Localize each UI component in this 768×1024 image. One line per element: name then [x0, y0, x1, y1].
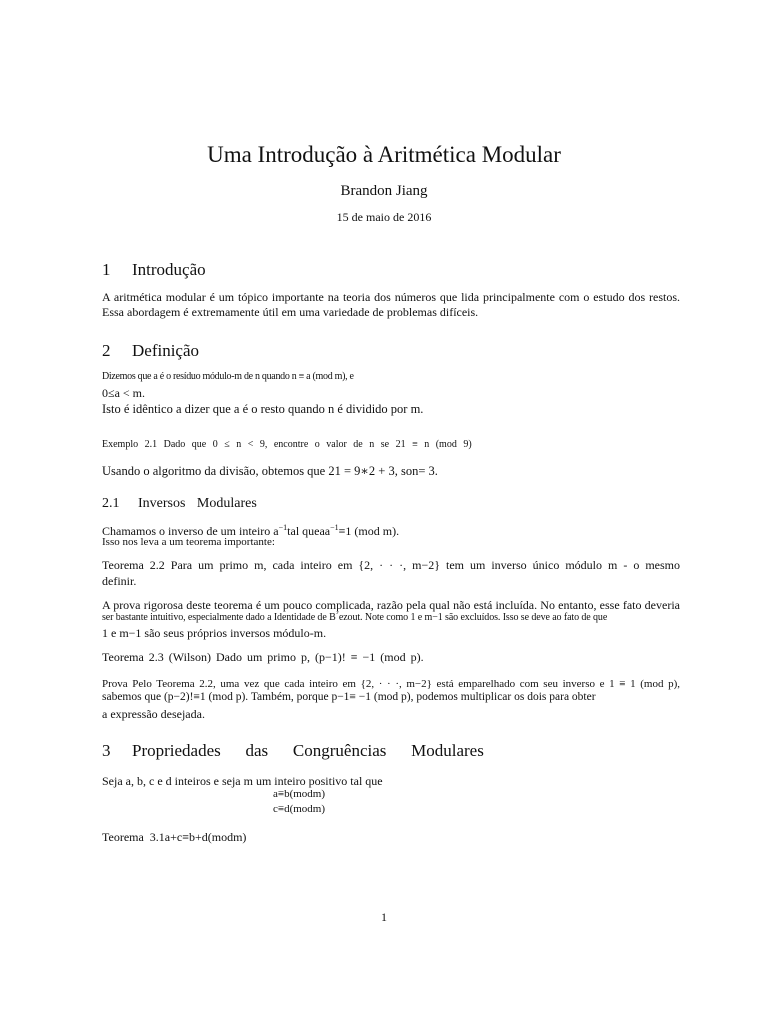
- congruence-2: c≡d(modm): [273, 803, 326, 815]
- section-1-line-2: Essa abordagem é extremamente útil em uma variedade de problemas difíceis.: [102, 305, 479, 319]
- paper-date: 15 de maio de 2016: [336, 210, 432, 224]
- section-1-line-1: A aritmética modular é um tópico importante na teoria dos números que lida principalmente com o estudo dos restos.: [102, 290, 680, 304]
- inverse-text-a: Chamamos o inverso de um inteiro a: [102, 524, 279, 538]
- paper-title: Uma Introdução à Aritmética Modular: [207, 142, 561, 167]
- page-number: 1: [381, 910, 387, 924]
- superscript: −1: [278, 523, 288, 532]
- definition-line-2: 0≤a < m.: [102, 386, 146, 400]
- subsection-2-1-heading: [102, 496, 257, 512]
- wilson-proof-line-3: a expressão desejada.: [102, 707, 205, 721]
- section-title: Propriedades das Congruências Modulares: [132, 741, 484, 760]
- section-1-heading: [102, 260, 206, 280]
- theorem-2-3: Teorema 2.3 (Wilson) Dado um primo p, (p−1)! ≡ −1 (mod p).: [102, 650, 424, 664]
- subsection-number: 2.1: [102, 496, 120, 511]
- proof-line-3: 1 e m−1 são seus próprios inversos módulo-m.: [102, 626, 327, 640]
- subsection-title: Inversos Modulares: [138, 496, 257, 511]
- inverse-text-c: ≡1 (mod m).: [338, 524, 400, 538]
- section-number: 1: [102, 260, 111, 279]
- section-3-heading: [102, 741, 484, 761]
- section-number: 2: [102, 341, 111, 360]
- section-title: Introdução: [132, 260, 206, 279]
- example-solution: Usando o algoritmo da divisão, obtemos que 21 = 9∗2 + 3, son= 3.: [102, 464, 438, 478]
- properties-intro: Seja a, b, c e d inteiros e seja m um inteiro positivo tal que: [102, 774, 383, 788]
- wilson-proof-line-1: Prova Pelo Teorema 2.2, uma vez que cada inteiro em {2, · · ·, m−2} está emparelhado com seu inverso e 1 ≡ 1 (mod p),: [102, 678, 680, 690]
- proof-line-2: ser bastante intuitivo, especialmente dado a Identidade de B´ezout. Note como 1 e m−1 são excluídos. Isso se deve ao fato de que: [102, 612, 608, 623]
- author-name: Brandon Jiang: [340, 183, 428, 199]
- congruence-1: a≡b(modm): [273, 788, 326, 800]
- section-number: 3: [102, 741, 111, 760]
- theorem-3-1: Teorema 3.1a+c≡b+d(modm): [102, 830, 247, 844]
- wilson-proof-line-2: sabemos que (p−2)!≡1 (mod p). Também, porque p−1≡ −1 (mod p), podemos multiplicar os dois para obter: [102, 691, 596, 703]
- inverse-text-b: tal queaa: [287, 524, 331, 538]
- section-2-heading: [102, 341, 199, 361]
- superscript: −1: [330, 523, 339, 532]
- theorem-2-2-line-1: Teorema 2.2 Para um primo m, cada inteiro em {2, · · ·, m−2} tem um inverso único módulo m - o mesmo: [102, 558, 680, 572]
- proof-line-1: A prova rigorosa deste teorema é um pouco complicada, razão pela qual não está incluída. No entanto, esse fato deveria: [102, 598, 680, 612]
- definition-line-3: Isto é idêntico a dizer que a é o resto quando n é dividido por m.: [102, 402, 424, 416]
- inverse-line-2: Isso nos leva a um teorema importante:: [102, 536, 275, 548]
- example-2-1: Exemplo 2.1 Dado que 0 ≤ n < 9, encontre o valor de n se 21 ≡ n (mod 9): [102, 439, 472, 450]
- theorem-2-2-line-2: definir.: [102, 574, 137, 588]
- section-title: Definição: [132, 341, 200, 360]
- definition-line-1: Dizemos que a é o resíduo módulo-m de n quando n ≡ a (mod m), e: [102, 371, 354, 382]
